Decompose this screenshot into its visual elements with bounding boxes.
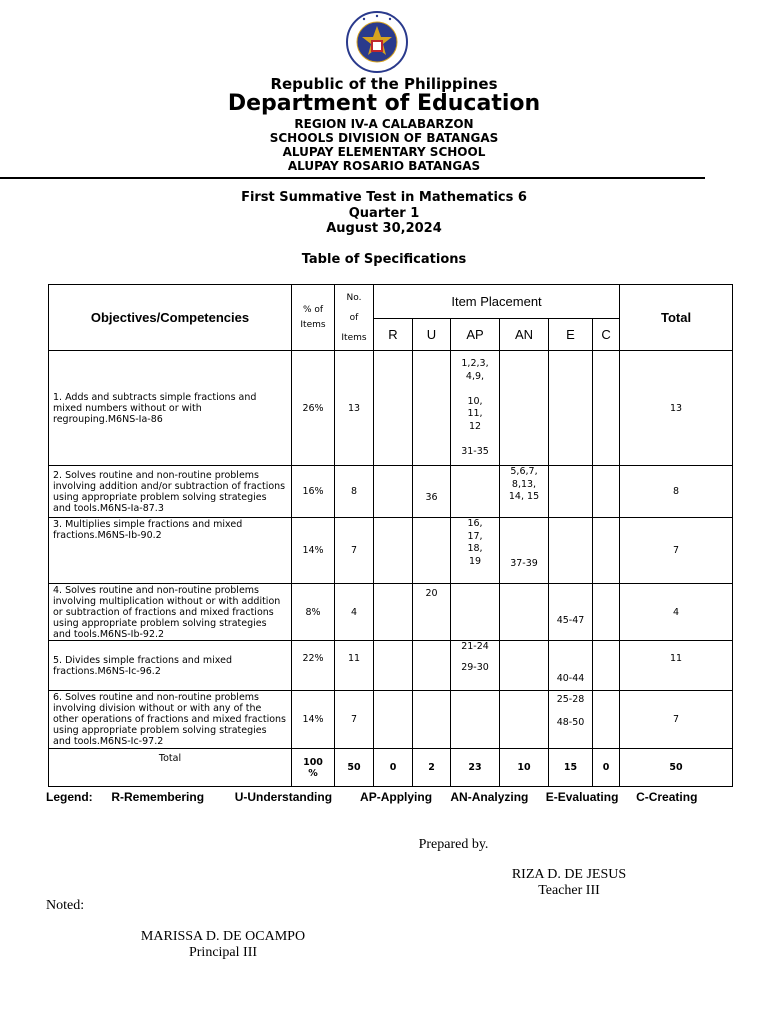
u-cell: [413, 641, 451, 691]
preparer-title: Teacher III: [538, 883, 600, 898]
an-cell: [500, 691, 549, 749]
header-item-placement: Item Placement: [374, 285, 620, 319]
c-cell: [593, 641, 620, 691]
totals-ap: 23: [451, 749, 500, 787]
objective-cell: 4. Solves routine and non-routine problems involving multiplication without or with addition or subtraction of fractions and mixed fractions using appropriate problem solving strategies and tools.M6NS-Ib-92.2: [49, 584, 292, 641]
e-line: 25-28: [556, 694, 585, 705]
header-u: U: [413, 319, 451, 351]
number-cell: 7: [335, 518, 374, 584]
header-divider: [0, 177, 705, 179]
r-cell: [374, 691, 413, 749]
an-line: 8,13,: [511, 478, 537, 490]
ap-cell: [451, 691, 500, 749]
totals-row: [49, 749, 733, 787]
division-heading: SCHOOLS DIVISION OF BATANGAS: [269, 131, 499, 145]
c-cell: [593, 466, 620, 518]
test-date: August 30,2024: [326, 221, 442, 236]
school-heading: ALUPAY ELEMENTARY SCHOOL: [282, 145, 486, 159]
header-e: E: [549, 319, 593, 351]
header-objectives: Objectives/Competencies: [49, 285, 292, 351]
c-cell: [593, 351, 620, 466]
percent-cell: 26%: [292, 351, 335, 466]
r-cell: [374, 641, 413, 691]
total-cell: 11: [620, 641, 733, 691]
header-an: AN: [500, 319, 549, 351]
u-line: 20: [425, 588, 438, 599]
region-heading: REGION IV-A CALABARZON: [294, 117, 474, 131]
total-cell: 4: [620, 584, 733, 641]
an-line: 5,6,7,: [510, 466, 538, 477]
totals-number: 50: [335, 749, 374, 787]
ap-line: 10,: [467, 395, 483, 407]
table-row: [49, 691, 733, 749]
u-cell: [413, 584, 451, 641]
number-cell: 4: [335, 584, 374, 641]
percent-cell: 14%: [292, 518, 335, 584]
totals-total: 50: [620, 749, 733, 787]
e-cell: [549, 466, 593, 518]
header-r: R: [374, 319, 413, 351]
totals-e: 15: [549, 749, 593, 787]
ap-cell: [451, 466, 500, 518]
objective-cell: 2. Solves routine and non-routine problems involving addition and/or subtraction of fractions using appropriate problem solving strategies and tools.M6NS-Ia-87.3: [49, 466, 292, 518]
an-cell: [500, 351, 549, 466]
legend-an: AN-Analyzing: [450, 790, 529, 804]
number-cell: 13: [335, 351, 374, 466]
number-cell: 11: [335, 641, 374, 691]
table-of-specifications: [48, 284, 733, 787]
test-title: First Summative Test in Mathematics 6: [241, 190, 527, 205]
table-title: Table of Specifications: [301, 252, 467, 267]
table-row: [49, 584, 733, 641]
republic-heading: Republic of the Philippines: [270, 75, 498, 93]
r-cell: [374, 466, 413, 518]
ap-cell: [451, 351, 500, 466]
total-cell: 8: [620, 466, 733, 518]
r-cell: [374, 351, 413, 466]
ap-line: 12: [468, 420, 482, 432]
deped-seal-logo: [340, 10, 414, 74]
an-line: 14, 15: [508, 491, 540, 502]
table-row: [49, 641, 733, 691]
an-line: 37-39: [510, 558, 538, 569]
objective-cell: 3. Multiplies simple fractions and mixed fractions.M6NS-Ib-90.2: [49, 518, 292, 584]
ap-line: 19: [468, 555, 482, 567]
ap-line: 17,: [467, 530, 483, 542]
totals-an: 10: [500, 749, 549, 787]
legend: [46, 790, 697, 804]
u-cell: [413, 691, 451, 749]
table-row: [49, 351, 733, 466]
header-percent: % of Items: [292, 285, 335, 351]
r-cell: [374, 518, 413, 584]
ap-line: 1,2,3,: [461, 358, 489, 369]
objective-cell: 1. Adds and subtracts simple fractions and mixed numbers without or with regrouping.M6NS-Ia-86: [49, 351, 292, 466]
e-cell: [549, 518, 593, 584]
percent-cell: 22%: [292, 641, 335, 691]
ap-cell: [451, 584, 500, 641]
ap-line: 31-35: [461, 445, 489, 457]
ap-line: 4,9,: [465, 370, 485, 382]
ap-cell: [451, 641, 500, 691]
an-cell: [500, 584, 549, 641]
ap-line: 18,: [467, 543, 483, 554]
totals-c: 0: [593, 749, 620, 787]
c-cell: [593, 691, 620, 749]
c-cell: [593, 584, 620, 641]
prepared-by-label: Prepared by.: [418, 837, 489, 852]
total-cell: 7: [620, 518, 733, 584]
legend-u: U-Understanding: [234, 790, 333, 804]
preparer-name: RIZA D. DE JESUS: [511, 867, 627, 882]
e-cell: [549, 691, 593, 749]
ap-line: 21-24: [461, 641, 489, 652]
e-cell: [549, 351, 593, 466]
table-row: [49, 466, 733, 518]
legend-label: Legend:: [46, 790, 93, 804]
header-ap: AP: [451, 319, 500, 351]
e-line: 45-47: [556, 615, 585, 626]
e-line: 40-44: [556, 673, 585, 684]
ap-cell: [451, 518, 500, 584]
test-quarter: Quarter 1: [348, 206, 420, 221]
address-heading: ALUPAY ROSARIO BATANGAS: [287, 159, 481, 173]
percent-cell: 16%: [292, 466, 335, 518]
e-cell: [549, 641, 593, 691]
total-cell: 13: [620, 351, 733, 466]
totals-percent: 100 %: [292, 749, 335, 787]
an-cell: [500, 641, 549, 691]
objective-cell: 5. Divides simple fractions and mixed fractions.M6NS-Ic-96.2: [49, 641, 292, 691]
an-cell: [500, 518, 549, 584]
percent-cell: 14%: [292, 691, 335, 749]
legend-c: C-Creating: [636, 790, 698, 804]
legend-e: E-Evaluating: [545, 790, 619, 804]
legend-ap: AP-Applying: [360, 790, 433, 804]
total-cell: 7: [620, 691, 733, 749]
ap-line: 29-30: [461, 661, 489, 673]
noter-name: MARISSA D. DE OCAMPO: [140, 929, 306, 944]
number-cell: 7: [335, 691, 374, 749]
an-cell: [500, 466, 549, 518]
department-heading: Department of Education: [227, 91, 541, 116]
noted-label: Noted:: [46, 898, 85, 913]
ap-line: 11,: [467, 408, 483, 419]
ap-line: 16,: [467, 518, 483, 529]
e-cell: [549, 584, 593, 641]
u-line: 36: [425, 492, 438, 503]
u-cell: [413, 518, 451, 584]
header-c: C: [593, 319, 620, 351]
u-cell: [413, 466, 451, 518]
u-cell: [413, 351, 451, 466]
totals-u: 2: [413, 749, 451, 787]
totals-r: 0: [374, 749, 413, 787]
c-cell: [593, 518, 620, 584]
header-number: No. of Items: [335, 285, 374, 351]
noter-title: Principal III: [188, 945, 258, 960]
e-line: 48-50: [556, 716, 585, 728]
legend-r: R-Remembering: [111, 790, 205, 804]
header-total: Total: [620, 285, 733, 351]
percent-cell: 8%: [292, 584, 335, 641]
number-cell: 8: [335, 466, 374, 518]
r-cell: [374, 584, 413, 641]
objective-cell: 6. Solves routine and non-routine problems involving division without or with any of the other operations of fractions and mixed fractions using appropriate problem solving strategies and tools.M6NS-Ic-97.2: [49, 691, 292, 749]
totals-label: Total: [49, 749, 292, 787]
table-row: [49, 518, 733, 584]
